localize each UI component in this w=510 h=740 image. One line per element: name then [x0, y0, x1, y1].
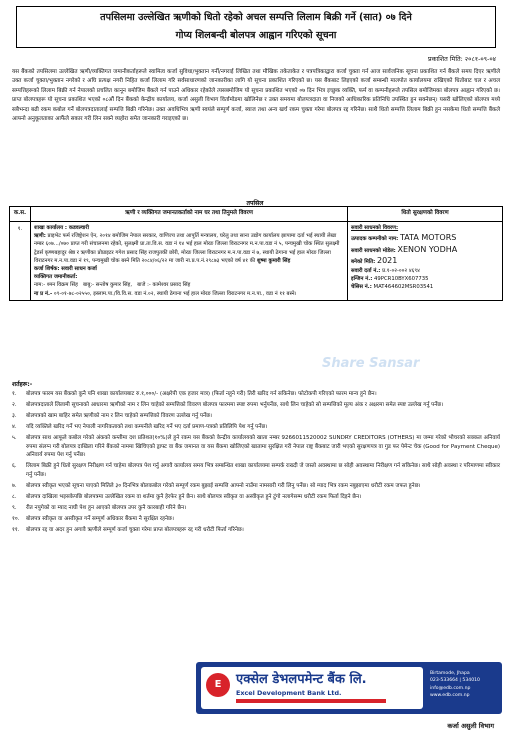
term-text: रीत नपुगेको वा म्याद नाघी पेश हुन आएको बोलपत्र उपर कुनै कारबाही गरिने छैन। — [26, 504, 187, 511]
department-signoff: कर्जा असुली विभाग — [447, 722, 494, 730]
terms-heading: शर्तहरू:- — [12, 381, 33, 388]
make-value: TATA MOTORS — [399, 233, 457, 243]
schedule-table — [9, 206, 503, 301]
notice-title-box — [16, 6, 496, 48]
term-number: ११. — [12, 526, 20, 533]
term-text: बोलपत्र रद्द वा अदर हुन अगावै ऋणीले सम्पूर्ण कर्जा चुक्ता गरेमा प्राप्त बोलपत्रहरू रद्द गरी धरौटी फिर्ता गरिनेछ। — [26, 526, 244, 533]
guarantor-father: बाबु:- सन्तोष कुमार सिंह, — [82, 282, 133, 289]
watermark: Share Sansar — [322, 356, 420, 371]
borrower-text: प्राइभेट फर्म रजिष्ट्रेशन ऐन, २०१४ बमोजिम नेपाल सरकार, वाणिज्य तथा आपूर्ति मन्त्रालय, घरेलु तथा साना उद्योग कार्यालय झापामा दर्ता भई स्थायी लेखा नम्बर ६०७.../०७० प्राप्त गरी संचालनमा रहेको, सुलक्ष्मी प्रा.ता.वि.स. वडा नं १४ भई हाल मोरङ जिल्ला विराटनगर म.न.पा.वडा नं ५, पन्चमुखी चोक स्थित सुलक्ष्मी ट्रेडर्स कृष्णबहादुर श्रेष्ठ र ऋणीका प्रोप्राइटर गगेश प्रसाद सिंह राजपुतकी छोरी, मोरङ जिल्ला विराटनगर म.न.पा.वडा नं ७, स्थायी ठेगाना भई हाल मोरङ जिल्ला विराटनगर म.न.पा.वडा नं १९, पन्चमुखी चोक बस्ने मिति २०८४/०६/२२ मा जारी ना.प्र.प.नं.२९८७३ भएको वर्ष ४१ की — [34, 233, 340, 264]
model-value: XENON YODHA — [397, 244, 458, 254]
term-text: बोलपत्र स्वीकृत भएको सूचना पाएको मितिले ३० दिनभित्र बोलकबोल गरेको सम्पूर्ण रकम बुझाई सम्पत्ति आफ्नो नाउँमा नामसारी गरी लिनु पर्नेछ। सो म्याद भित्र रकम नबुझाएमा धरौटी रकम जफत हुनेछ। — [26, 483, 421, 490]
term-number: २. — [12, 401, 17, 408]
bank-contact — [430, 670, 498, 700]
engine-value: 49PCR10BYX607735 — [374, 276, 429, 283]
vehicle-registration — [351, 267, 499, 275]
term-number: ३. — [12, 412, 17, 419]
year-value: 2021 — [377, 256, 398, 266]
collateral-cell — [348, 222, 503, 301]
borrower-details — [34, 232, 344, 265]
chassis-value: MAT464602MSR03541 — [373, 284, 434, 291]
vehicle-chassis — [351, 283, 499, 291]
chassis-label: चेसिस नं.: — [351, 284, 372, 291]
term-text: बोलपत्रको खाम बाहिर समेत ऋणीको नाम र लिन चाहेको सम्पत्तिको विवरण उल्लेख गर्नु पर्नेछ। — [26, 412, 213, 419]
vehicle-engine — [351, 275, 499, 283]
branch-office: शाखा कार्यालय : कडवल्वारी — [34, 225, 89, 231]
make-label: उत्पादक कम्पनीको नाम: — [351, 236, 399, 243]
term-number: ९. — [12, 504, 17, 511]
list-item — [12, 504, 500, 513]
term-text: बोलपत्र साथ आफूले कबोल गरेको अंकको कम्तीमा दश प्रतिशत(१०%)ले हुने रकम यस बैंकको केन्द्रीय कार्यालयको खाता नम्बर 9266011520002 SUNDRY CREDITORS (OTHERS) मा जम्मा गरेको भौचरको सक्कल अनिवार्य रुपमा संलग्न गरी बोलपत्र दाखिला गरिने बैंकको नाममा खिचिएको ड्राफ्ट वा बैंक जमानत वा यस बैंकमा खोलिएको खातामा सुरक्षित गरी नेपाल राष्ट्र बैंकबाट जारी भएको सुरक्षणपत्र वा गुड फर पेमेन्ट चेक (Good for Payment Cheque) अनिवार्य रुपमा पेश गर्नु पर्नेछ। — [26, 434, 500, 459]
intro-paragraph: यस बैंकको तपसिलमा उल्लेखित ऋणी/व्यक्तिगत जमानीकर्ताहरूले स्वामित्व कर्जा सुविधा/भुक्तान गर्नी/नगराई लिखित तथा मौखिक तकेताकेत र पत्रपत्रिकाद्वारा कर्जा चुक्ता गर्न आज सार्वजनिक सूचना प्रकाशित गर्न बैंकले समय दिएर ऋणीले उक्त कर्जा चुक्ता/भुक्तान नगरेको र अघि प्रत्यक्ष नगरी निहित कर्जा लिलाम गरि सर्वसाधारणको जानकारीका लागि यो सूचना प्रकाशित गरिएको छ। यस बैंकबाट लिइएको कर्जा सम्बन्धी मालपोत कार्यालयमा राखिएको धितोबाट चल र अचल सम्पत्तिहरूको लिलाम बिक्री गर्न नेपालको प्रचलित कानून बमोजिम बैंकले गर्न पाउने अधिकार रहेकोले त्यसबमोजिम यो सूचना प्रकाशित भएको ०७ दिन भित्र इच्छुक व्यक्ति, फर्म वा कम्पनीहरूले तपसिल बमोजिमका बोलपत्र आह्वान गरिएको छ। प्राप्त बोलपत्रहरू यो सूचना प्रकाशित भएको ०८औं दिन बैंकको केन्द्रीय कार्यालय, कर्जा असुली विभाग विर्तामोडमा खोलिनेछ र उक्त समयमा बोलपत्रदाता वा निजको आधिकारिक प्रतिनिधि उपस्थित हुन सक्नेछन्। यसरी खोलिएको बोलपत्र मध्ये सबैभन्दा बढी रकम कबोल गर्ने बोलपत्रदातालाई सम्पत्ति बिक्री गरिनेछ। उक्त अवधिभित्र ऋणी स्वयंले सम्पूर्ण कर्जा, ब्याज तथा अन्य खर्च रकम चुक्ता गरेमा बोलपत्र रद्द गरिनेछ। साथै धितो सम्पत्ति लिलाम बिक्री हुन नसकेमा धितो सम्पत्ति बैंकले आफ्नो अनुकूलताका आफैंले सकार गरी लिन सक्ने व्यहोरा समेत जानकारी गराइएको छ। — [12, 69, 500, 123]
list-item — [12, 493, 500, 502]
term-text: यदि व्यक्तिले खरिद गर्ने भए नेपाली नागरिकताको तथा कम्पनीले खरिद गर्ने भए दर्ता प्रमाण-पत्रको प्रतिलिपि पेश गर्नु पर्नेछ। — [26, 423, 268, 430]
guarantor-grandfather: बाजे :- कामेश्वर प्रसाद सिंह — [137, 282, 191, 289]
list-item — [12, 390, 500, 399]
guarantor-names — [34, 281, 344, 289]
bank-email: info@edb.com.np — [430, 685, 471, 691]
term-number: १. — [12, 391, 17, 397]
notice-page — [4, 4, 506, 732]
term-text: बोलपत्रदाताले लिलामी सूचनाको आधारमा ऋणीको नाम र लिन चाहेको सम्पत्तिको विवरण बोलपत्र फारममा स्पष्ट रुपमा भर्नुपर्नेछ, साथै लिन चाहेको सो सम्पत्तिको मूल्य अंक र अक्षरमा समेत स्पष्ट उल्लेख गर्नु पर्नेछ। — [26, 401, 444, 408]
list-item — [12, 434, 500, 461]
bank-phone: 023-533664 | 534010 — [430, 678, 480, 684]
loan-heading: कर्जा शिर्षक: सवारी साधन कर्जा — [34, 266, 97, 273]
citizenship-text: ०९-०१-७८-०२५५०, इस्लाम.पा./वि.वि.स. वडा नं.०२, स्थायी ठेगाना भई हाल मोरङ जिल्ला विराटनगर म.न.पा., वडा नं ११ बस्ने। — [53, 290, 297, 297]
bank-website: www.edb.com.np — [430, 693, 470, 699]
row-sn: १. — [10, 222, 31, 301]
notice-title-line-1: तपसिलमा उल्लेखित ऋणीको धितो रहेको अचल सम्पत्ति लिलाम बिक्री गर्ने (सात) ०७ दिने — [100, 12, 412, 23]
guarantor-name: नाम:- श्मन विक्रम सिंह — [34, 282, 78, 289]
list-item — [12, 482, 500, 491]
header-collateral: धितो सुरक्षणको विवरण — [348, 207, 503, 222]
vehicle-make — [351, 232, 499, 243]
term-number: ७. — [12, 483, 17, 490]
term-number: ६. — [12, 463, 17, 470]
list-item — [12, 526, 500, 535]
list-item — [12, 412, 500, 421]
bank-name-nepali: एक्सेल डेभलपमेन्ट बैंक लि. — [236, 672, 367, 687]
terms-list — [12, 390, 500, 537]
model-label: सवारी साधनको मोडेल: — [351, 247, 396, 254]
table-row — [10, 222, 503, 301]
list-item — [12, 423, 500, 432]
reg-value: प्र.१-०२-००२ ४६९४ — [382, 267, 420, 274]
bank-logo-icon: E — [206, 673, 230, 697]
list-item — [12, 401, 500, 410]
header-borrower: ऋणी र व्यक्तिगत जमानतकर्ताको नाम घर तथा तिनुमले विवरण — [31, 207, 348, 222]
vehicle-year — [351, 255, 499, 266]
notice-title-line-2: गोप्य शिलबन्दी बोलपत्र आह्वान गरिएको सूचना — [175, 30, 337, 41]
list-item — [12, 462, 500, 480]
schedule-heading: तपसिल — [246, 200, 264, 207]
reg-label: सवारी दर्ता नं.: — [351, 267, 381, 274]
term-number: १०. — [12, 515, 20, 522]
borrower-label: ऋणी: — [34, 233, 46, 240]
term-number: ५. — [12, 434, 17, 441]
publication-date: प्रकाशित मिति: २०८१-०९-०४ — [427, 55, 496, 63]
borrower-cell — [31, 222, 348, 301]
vehicle-heading: सवारी साधनको विवरण: — [351, 225, 399, 231]
vehicle-model — [351, 244, 499, 255]
bank-banner — [196, 662, 502, 714]
year-label: बनेको मिति: — [351, 259, 376, 266]
bank-address: Birtamode, Jhapa — [430, 671, 470, 676]
term-text: लिलाम बिक्री हुने धितो सुरक्षण निरीक्षण गर्न चाहेमा बोलपत्र पेश गर्नु अगावै कार्यालय समय भित्र सम्बन्धित शाखा कार्यालयमा सम्पर्क राख्दी जे जस्तो अवस्थामा छ सोही अवस्थामा निरीक्षण गर्न सकिनेछ। साथै सोही अवस्था र परिमाणमा स्वीकार गर्नु पर्नेछ। — [26, 463, 500, 479]
term-text: बोलपत्र फारम यस बैंकको कुनै पनि शाखा कार्यालयबाट रु.१,०००/- (अक्षरेपी एक हजार मात्र) (फिर्ता नहुने गरी) तिरी खरिद गर्न सकिनेछ। फोटोकपी गरिएको फारम मान्य हुने छैन। — [26, 391, 377, 397]
header-sn: क.स. — [10, 207, 31, 222]
bank-stripe — [236, 699, 386, 703]
term-number: ८. — [12, 494, 17, 501]
borrower-name: शुष्मा कुमारी सिंह — [256, 257, 291, 264]
list-item — [12, 515, 500, 524]
term-text: बोलपत्र स्वीकृत वा अस्वीकृत गर्ने सम्पूर्ण अधिकार बैंकमा नै सुरक्षित रहनेछ। — [26, 515, 174, 522]
bank-name-english: Excel Development Bank Ltd. — [236, 689, 342, 697]
guarantor-citizenship — [34, 290, 344, 298]
term-number: ४. — [12, 423, 17, 430]
citizenship-label: ना प्र नं.- — [34, 290, 53, 297]
engine-label: इन्जिन नं.: — [351, 276, 373, 283]
term-text: बोलपत्र दाखिला भइसकेपछि बोलपत्रमा उल्लेखित रकम वा शर्तमा कुनै हेरफेर हुने छैन। साथै बोलपत्र स्वीकृत वा अस्वीकृत हुने टुंगो नलागेसम्म धरौटी रकम फिर्ता दिइने छैन। — [26, 494, 362, 501]
table-header-row — [10, 207, 503, 222]
guarantor-label: व्यक्तिगत जमानीकर्ता: — [34, 274, 78, 281]
